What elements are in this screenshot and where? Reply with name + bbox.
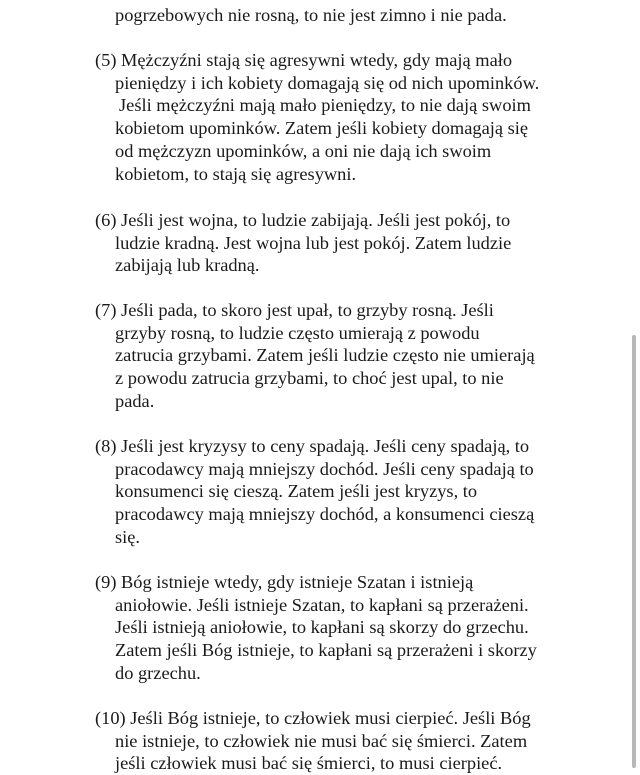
paragraph-4-fragment: [95, 4, 575, 27]
text-line: (5) Mężczyźni stają się agresywni wtedy, gdy mają mało: [95, 50, 513, 70]
text-line: Jeśli mężczyźni mają mało pieniędzy, to nie dają swoim: [119, 95, 531, 116]
text-line: pogrzebowych nie rosną, to nie jest zimno i nie pada.: [115, 5, 507, 25]
text-line: pada.: [115, 390, 155, 411]
paragraph-9: [95, 571, 575, 685]
text-line: zatrucia grzybami. Zatem jeśli ludzie często nie umierają: [115, 345, 535, 366]
text-line: Jeśli istnieją aniołowie, to kapłani są skorzy do grzechu.: [115, 617, 529, 638]
paragraph-7: [95, 299, 575, 413]
paragraph-5: [95, 49, 575, 185]
text-line: pieniędzy i ich kobiety domagają się od nich upominków.: [115, 72, 540, 93]
text-line: Zatem jeśli Bóg istnieje, to kapłani są przerażeni i skorzy: [115, 640, 537, 661]
text-line: od mężczyzn upominków, a oni nie dają ich swoim: [115, 140, 492, 161]
text-line: jeśli człowiek musi bać się śmierci, to musi cierpieć.: [115, 753, 503, 774]
text-line: (6) Jeśli jest wojna, to ludzie zabijają. Jeśli jest pokój, to: [95, 210, 511, 230]
text-line: kobietom, to stają się agresywni.: [115, 163, 357, 184]
text-line: do grzechu.: [115, 662, 201, 683]
text-line: (9) Bóg istnieje wtedy, gdy istnieje Szatan i istnieją: [95, 572, 474, 592]
text-line: się.: [115, 526, 141, 547]
paragraph-8: [95, 435, 575, 549]
text-line: (8) Jeśli jest kryzysy to ceny spadają. Jeśli ceny spadają, to: [95, 436, 530, 456]
text-line: pracodawcy mają mniejszy dochód. Jeśli ceny spadają to: [115, 458, 534, 479]
text-line: nie istnieje, to człowiek nie musi bać się śmierci. Zatem: [115, 730, 528, 751]
text-line: (7) Jeśli pada, to skoro jest upał, to grzyby rosną. Jeśli: [95, 300, 494, 320]
paragraph-10: [95, 707, 575, 775]
text-line: kobietom upominków. Zatem jeśli kobiety domagają się: [115, 118, 529, 139]
paragraph-6: [95, 209, 575, 277]
text-line: aniołowie. Jeśli istnieje Szatan, to kapłani są przerażeni.: [115, 594, 529, 615]
vertical-scrollbar[interactable]: [632, 335, 636, 768]
text-line: z powodu zatrucia grzybami, to choć jest upal, to nie: [115, 368, 504, 389]
text-line: ludzie kradną. Jest wojna lub jest pokój. Zatem ludzie: [115, 232, 512, 253]
text-line: pracodawcy mają mniejszy dochód, a konsumenci cieszą: [115, 504, 535, 525]
text-line: konsumenci się cieszą. Zatem jeśli jest kryzys, to: [115, 481, 478, 502]
text-line: (10) Jeśli Bóg istnieje, to człowiek musi cierpieć. Jeśli Bóg: [95, 708, 531, 728]
text-line: grzyby rosną, to ludzie często umierają z powodu: [115, 322, 480, 343]
text-line: zabijają lub kradną.: [115, 255, 260, 276]
